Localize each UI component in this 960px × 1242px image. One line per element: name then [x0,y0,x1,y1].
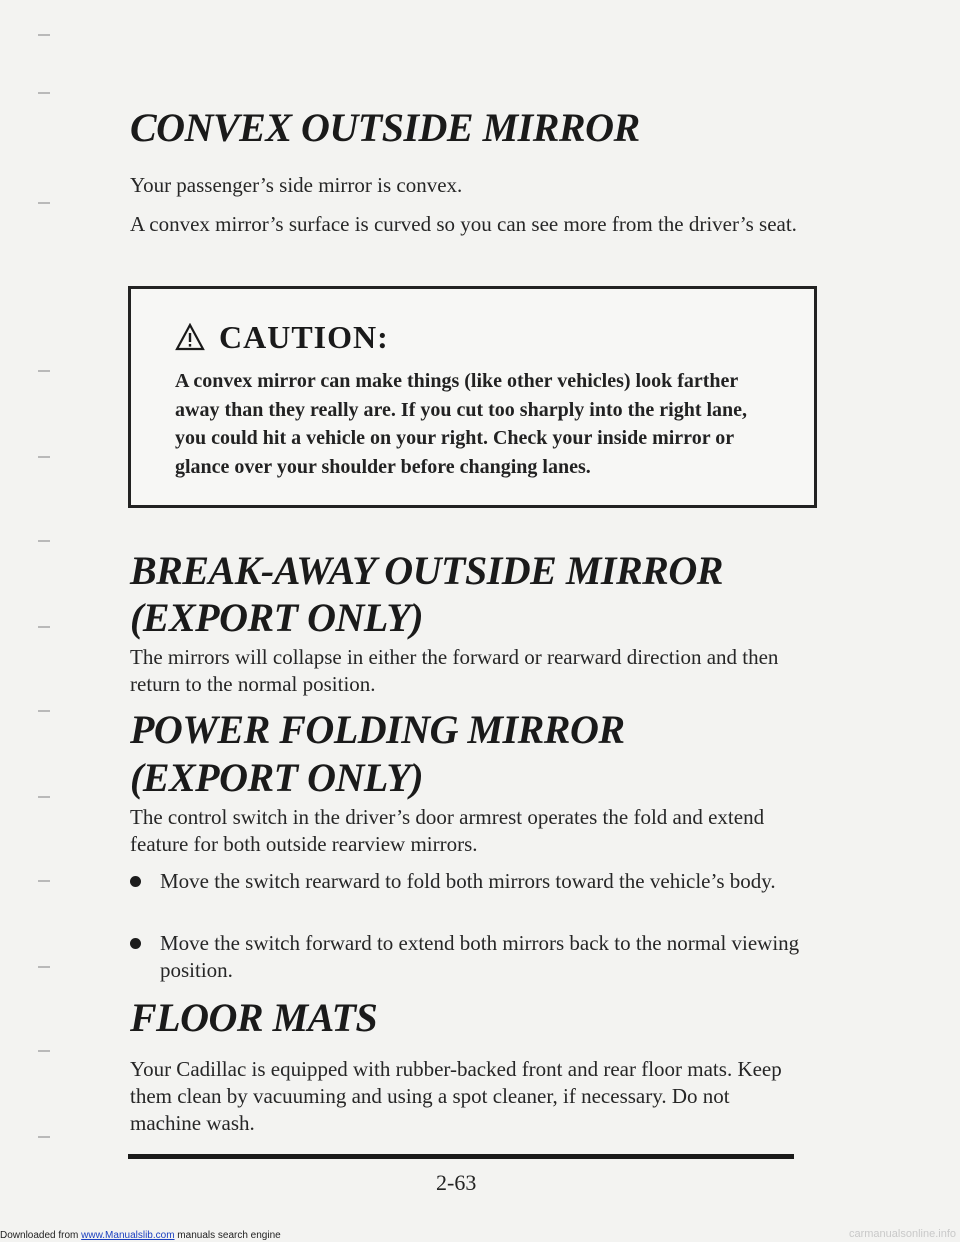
floor-mats-para: Your Cadillac is equipped with rubber-backed front and rear floor mats. Keep them clean by vacuuming and using a spot cleaner, if necessary. Do not machine wash. [130,1057,782,1135]
footer-rule [128,1154,794,1159]
warning-triangle-icon [175,323,205,351]
margin-tick [38,202,50,204]
bullet-dot-icon [130,876,141,887]
manualslib-link[interactable]: www.Manualslib.com [81,1230,175,1241]
margin-tick [38,34,50,36]
margin-tick [38,370,50,372]
convex-mirror-para-2: A convex mirror’s surface is curved so you can see more from the driver’s seat. [130,212,797,236]
margin-tick [38,880,50,882]
power-folding-heading-line-1: POWER FOLDING MIRROR [130,707,625,752]
breakaway-para: The mirrors will collapse in either the forward or rearward direction and then return to the normal position. [130,645,779,696]
breakaway-heading-line-2: (EXPORT ONLY) [130,595,424,640]
footer-suffix: manuals search engine [174,1230,281,1241]
bullet-item [130,930,810,984]
margin-tick [38,966,50,968]
footer-prefix: Downloaded from [0,1230,82,1241]
bullet-text: Move the switch forward to extend both mirrors back to the normal viewing position. [160,931,800,982]
caution-title [175,319,389,356]
page-number: 2-63 [436,1170,477,1195]
breakaway-heading-line-1: BREAK-AWAY OUTSIDE MIRROR [130,548,723,593]
power-folding-heading-line-2: (EXPORT ONLY) [130,755,424,800]
margin-tick [38,456,50,458]
caution-label: CAUTION: [219,319,389,355]
margin-tick [38,796,50,798]
margin-tick [38,710,50,712]
margin-tick [38,626,50,628]
caution-box [128,286,817,508]
watermark: carmanualsonline.info [848,1228,956,1240]
margin-tick [38,540,50,542]
power-folding-para: The control switch in the driver’s door armrest operates the fold and extend feature for both outside rearview mirrors. [130,805,765,856]
bullet-text: Move the switch rearward to fold both mirrors toward the vehicle’s body. [160,869,776,893]
margin-tick [38,92,50,94]
floor-mats-heading: FLOOR MATS [130,995,378,1040]
margin-tick [38,1136,50,1138]
bullet-item [130,868,810,895]
convex-mirror-heading: CONVEX OUTSIDE MIRROR [130,105,640,150]
caution-text: A convex mirror can make things (like other vehicles) look farther away than they really are. If you cut too sharply into the right lane, you could hit a vehicle on your right. Check your inside mirror or glance over your shoulder before changing lanes. [175,370,748,478]
convex-mirror-para-1: Your passenger’s side mirror is convex. [130,173,463,197]
bullet-dot-icon [130,938,141,949]
margin-tick [38,1050,50,1052]
download-footer [0,1230,281,1241]
